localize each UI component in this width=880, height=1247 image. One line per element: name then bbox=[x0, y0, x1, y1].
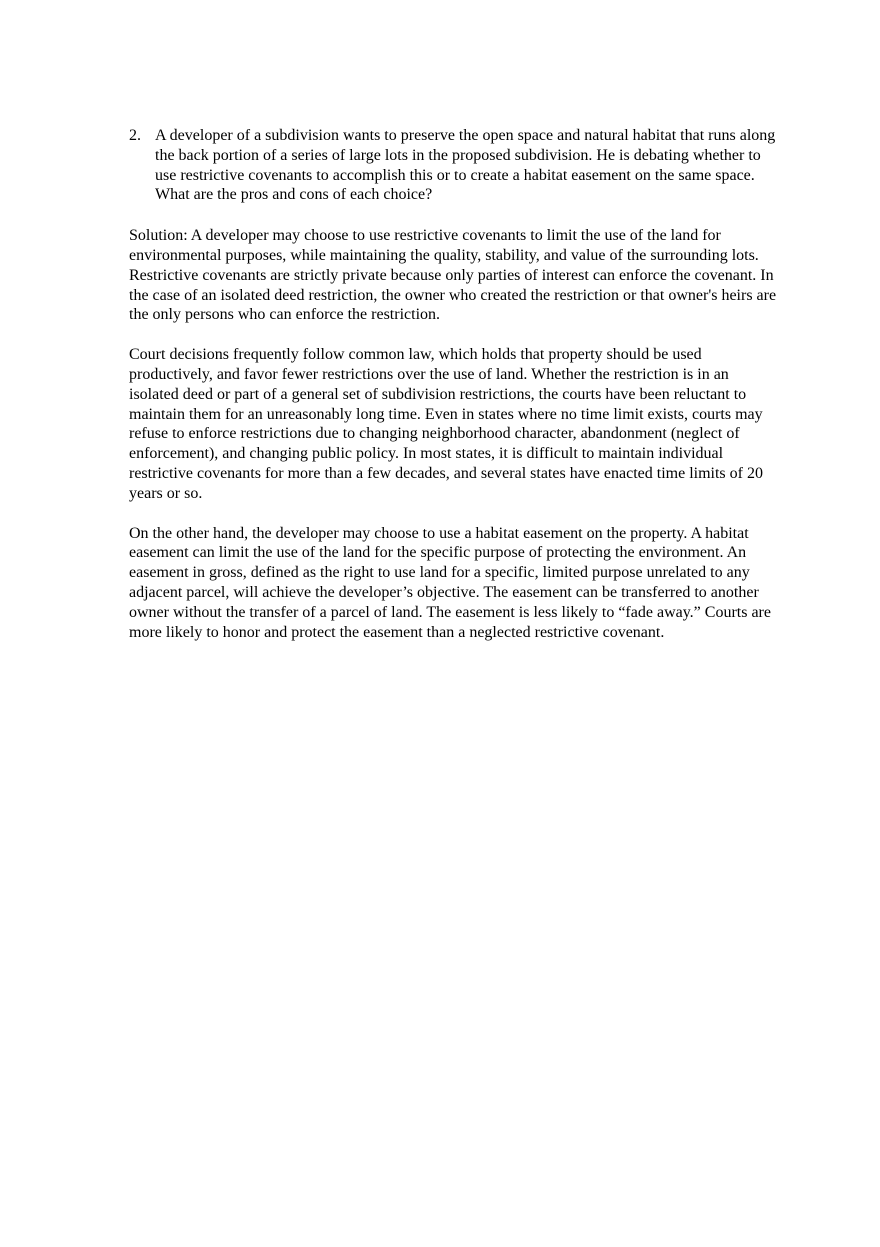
question-text: A developer of a subdivision wants to preserve the open space and natural habitat that runs along the back portion of a series of large lots in the proposed subdivision. He is debating whether to use restrictive covenants to accomplish this or to create a habitat easement on the same space. What are the pros and cons of each choice? bbox=[155, 127, 776, 204]
solution-paragraph: Solution: A developer may choose to use restrictive covenants to limit the use of the land for environmental purposes, while maintaining the quality, stability, and value of the surrounding lots. Restrictive covenants are strictly private because only parties of interest can enforce the covenant. In the case of an isolated deed restriction, the owner who created the restriction or that owner's heirs are the only persons who can enforce the restriction. bbox=[129, 227, 777, 324]
court-decisions-paragraph: Court decisions frequently follow common law, which holds that property should be used productively, and favor fewer restrictions over the use of land. Whether the restriction is in an isolated deed or part of a general set of subdivision restrictions, the courts have been reluctant to maintain them for an unreasonably long time. Even in states where no time limit exists, courts may refuse to enforce restrictions due to changing neighborhood character, abandonment (neglect of enforcement), and changing public policy. In most states, it is difficult to maintain individual restrictive covenants for more than a few decades, and several states have enacted time limits of 20 years or so. bbox=[129, 346, 763, 502]
document-page bbox=[129, 126, 781, 662]
question-item bbox=[129, 126, 781, 205]
question-number: 2. bbox=[129, 127, 141, 144]
habitat-easement-paragraph: On the other hand, the developer may choose to use a habitat easement on the property. A habitat easement can limit the use of the land for the specific purpose of protecting the environment. An easement in gross, defined as the right to use land for a specific, limited purpose unrelated to any adjacent parcel, will achieve the developer’s objective. The easement can be transferred to another owner without the transfer of a parcel of land. The easement is less likely to “fade away.” Courts are more likely to honor and protect the easement than a neglected restrictive covenant. bbox=[129, 524, 771, 641]
